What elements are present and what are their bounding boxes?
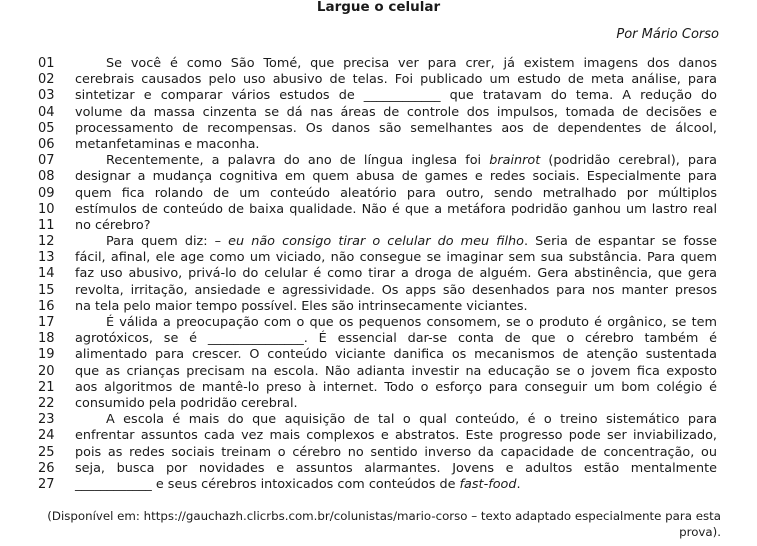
line-text: [106, 153, 717, 169]
text-line: [0, 299, 757, 315]
italic-text: brainrot: [489, 153, 541, 169]
line-text: [75, 461, 717, 477]
text-segment: Se você é como São Tomé, que precisa ver para crer, já existem imagens dos danos: [106, 56, 717, 71]
line-text: [75, 88, 717, 104]
line-text: [75, 445, 717, 461]
text-segment: ____________ e seus cérebros intoxicados com conteúdos de: [75, 476, 460, 492]
text-segment: enfrentar assuntos cada vez mais complexos e abstratos. Este progresso pode ser inviabilizado,: [75, 428, 717, 444]
line-number: 12: [38, 234, 55, 250]
line-text: [75, 331, 717, 347]
line-number: 25: [38, 444, 55, 460]
text-line: [0, 153, 757, 169]
line-number: 16: [38, 298, 55, 314]
text-line: [0, 234, 757, 250]
line-text: [75, 299, 717, 315]
text-segment: que as crianças precisam na escola. Não adianta investir na educação se o jovem fica exposto: [75, 363, 717, 379]
line-number: 22: [38, 395, 55, 411]
text-segment: volume da massa cinzenta se dá nas áreas de controle dos impulsos, tomada de decisões e: [75, 104, 717, 120]
line-number: 10: [38, 201, 55, 217]
text-segment: metanfetaminas e maconha.: [75, 136, 260, 152]
text-line: [0, 88, 757, 104]
line-number: 17: [38, 315, 55, 330]
line-text: [75, 364, 717, 380]
line-number: 03: [38, 88, 55, 104]
line-text: [106, 56, 717, 72]
line-number: 20: [38, 363, 55, 379]
line-number: 27: [38, 476, 55, 492]
text-segment: sintetizar e comparar vários estudos de ____________ que tratavam do tema. A redução do: [75, 88, 717, 104]
line-text: [75, 121, 717, 137]
text-line: [0, 137, 757, 153]
text-line: [0, 121, 757, 137]
line-text: [75, 137, 717, 153]
text-line: [0, 266, 757, 282]
text-line: [0, 283, 757, 299]
text-segment: (podridão cerebral), para: [540, 153, 717, 169]
line-text: [75, 72, 717, 88]
text-line: [0, 250, 757, 266]
text-segment: processamento de recompensas. Os danos são semelhantes aos de dependentes de álcool,: [75, 120, 717, 136]
line-text: [75, 428, 717, 444]
line-text: [75, 105, 717, 121]
line-number: 02: [38, 72, 55, 88]
text-line: [0, 105, 757, 121]
italic-text: fast-food: [459, 476, 517, 492]
line-number: 21: [38, 379, 55, 395]
line-number: 01: [38, 56, 55, 71]
line-number: 18: [38, 331, 55, 347]
line-text: [106, 234, 717, 250]
source-citation: (Disponível em: https://gauchazh.clicrbs.com.br/colunistas/mario-corso – texto adaptado especialmente para esta prova).: [47, 509, 721, 539]
text-segment: alimentado para crescer. O conteúdo viciante danifica os mecanismos de atenção sustentada: [75, 347, 717, 363]
line-text: [75, 283, 717, 299]
text-segment: seja, busca por novidades e assuntos alarmantes. Jovens e adultos estão mentalmente: [75, 460, 717, 476]
line-number: 19: [38, 347, 55, 363]
line-number: 24: [38, 428, 55, 444]
line-number: 15: [38, 282, 55, 298]
line-number: 11: [38, 217, 55, 233]
line-text: [75, 169, 717, 185]
text-line: [0, 186, 757, 202]
text-line: [0, 396, 757, 412]
text-segment: .: [516, 476, 521, 492]
text-segment: no cérebro?: [75, 217, 151, 233]
text-line: [0, 56, 757, 72]
text-line: [0, 72, 757, 88]
text-segment: quem fica rolando de um conteúdo aleatório para outro, sendo metralhado por múltiplos: [75, 185, 717, 201]
text-line: [0, 347, 757, 363]
text-line: [0, 477, 757, 493]
line-text: [75, 202, 717, 218]
text-line: [0, 412, 757, 428]
text-segment: Recentemente, a palavra do ano de língua inglesa foi: [106, 153, 490, 169]
line-text: [75, 396, 717, 412]
line-number: 06: [38, 136, 55, 152]
text-segment: cerebrais causados pelo uso abusivo de telas. Foi publicado um estudo de meta análise, para: [75, 72, 717, 88]
text-segment: agrotóxicos, se é _______________. É essencial dar-se conta de que o cérebro também é: [75, 331, 717, 347]
text-segment: consumido pela podridão cerebral.: [75, 395, 298, 411]
text-segment: fácil, afinal, ele age como um viciado, não consegue se imaginar sem sua substância. Para quem: [75, 250, 717, 266]
article-title: Largue o celular: [316, 0, 441, 15]
text-line: [0, 364, 757, 380]
text-segment: A escola é mais do que aquisição de tal o qual conteúdo, é o treino sistemático para: [106, 412, 717, 428]
line-text: [75, 380, 717, 396]
line-number: 23: [38, 412, 55, 428]
italic-text: – eu não consigo tirar o celular do meu filho: [214, 234, 524, 250]
text-line: [0, 380, 757, 396]
line-text: [106, 412, 717, 428]
text-line: [0, 445, 757, 461]
article-body: [0, 56, 757, 493]
article-author: Por Mário Corso: [616, 27, 719, 42]
text-segment: . Seria de espantar se fosse: [523, 234, 717, 250]
text-segment: É válida a preocupação com o que os pequenos consomem, se o produto é orgânico, se tem: [106, 315, 717, 330]
line-number: 13: [38, 250, 55, 266]
text-line: [0, 461, 757, 477]
text-line: [0, 218, 757, 234]
text-line: [0, 331, 757, 347]
line-text: [75, 218, 717, 234]
text-line: [0, 428, 757, 444]
line-number: 07: [38, 153, 55, 169]
line-text: [75, 250, 717, 266]
text-line: [0, 202, 757, 218]
text-segment: pois as redes sociais treinam o cérebro no sentido inverso da capacidade de concentração, ou: [75, 444, 717, 460]
text-segment: na tela pelo maior tempo possível. Eles são intrinsecamente viciantes.: [75, 298, 528, 314]
text-segment: faz uso abusivo, privá-lo do celular é como tirar a droga de alguém. Gera abstinência, que gera: [75, 266, 717, 282]
text-segment: designar a mudança cognitiva em quem abusa de games e redes sociais. Especialmente para: [75, 169, 717, 185]
text-line: [0, 169, 757, 185]
text-segment: revolta, irritação, ansiedade e agressividade. Os apps são desenhados para nos manter presos: [75, 282, 717, 298]
line-text: [106, 315, 717, 331]
line-number: 26: [38, 460, 55, 476]
text-segment: aos algoritmos de mantê-lo preso à internet. Todo o esforço para conseguir um bom colégio é: [75, 379, 717, 395]
text-segment: Para quem diz:: [106, 234, 215, 250]
line-text: [75, 477, 717, 493]
line-number: 08: [38, 169, 55, 185]
line-text: [75, 347, 717, 363]
text-line: [0, 315, 757, 331]
line-number: 14: [38, 266, 55, 282]
line-number: 05: [38, 120, 55, 136]
line-number: 09: [38, 185, 55, 201]
line-number: 04: [38, 104, 55, 120]
text-segment: estímulos de conteúdo de baixa qualidade. Não é que a metáfora podridão ganhou um lastro real: [75, 201, 717, 217]
line-text: [75, 186, 717, 202]
line-text: [75, 266, 717, 282]
